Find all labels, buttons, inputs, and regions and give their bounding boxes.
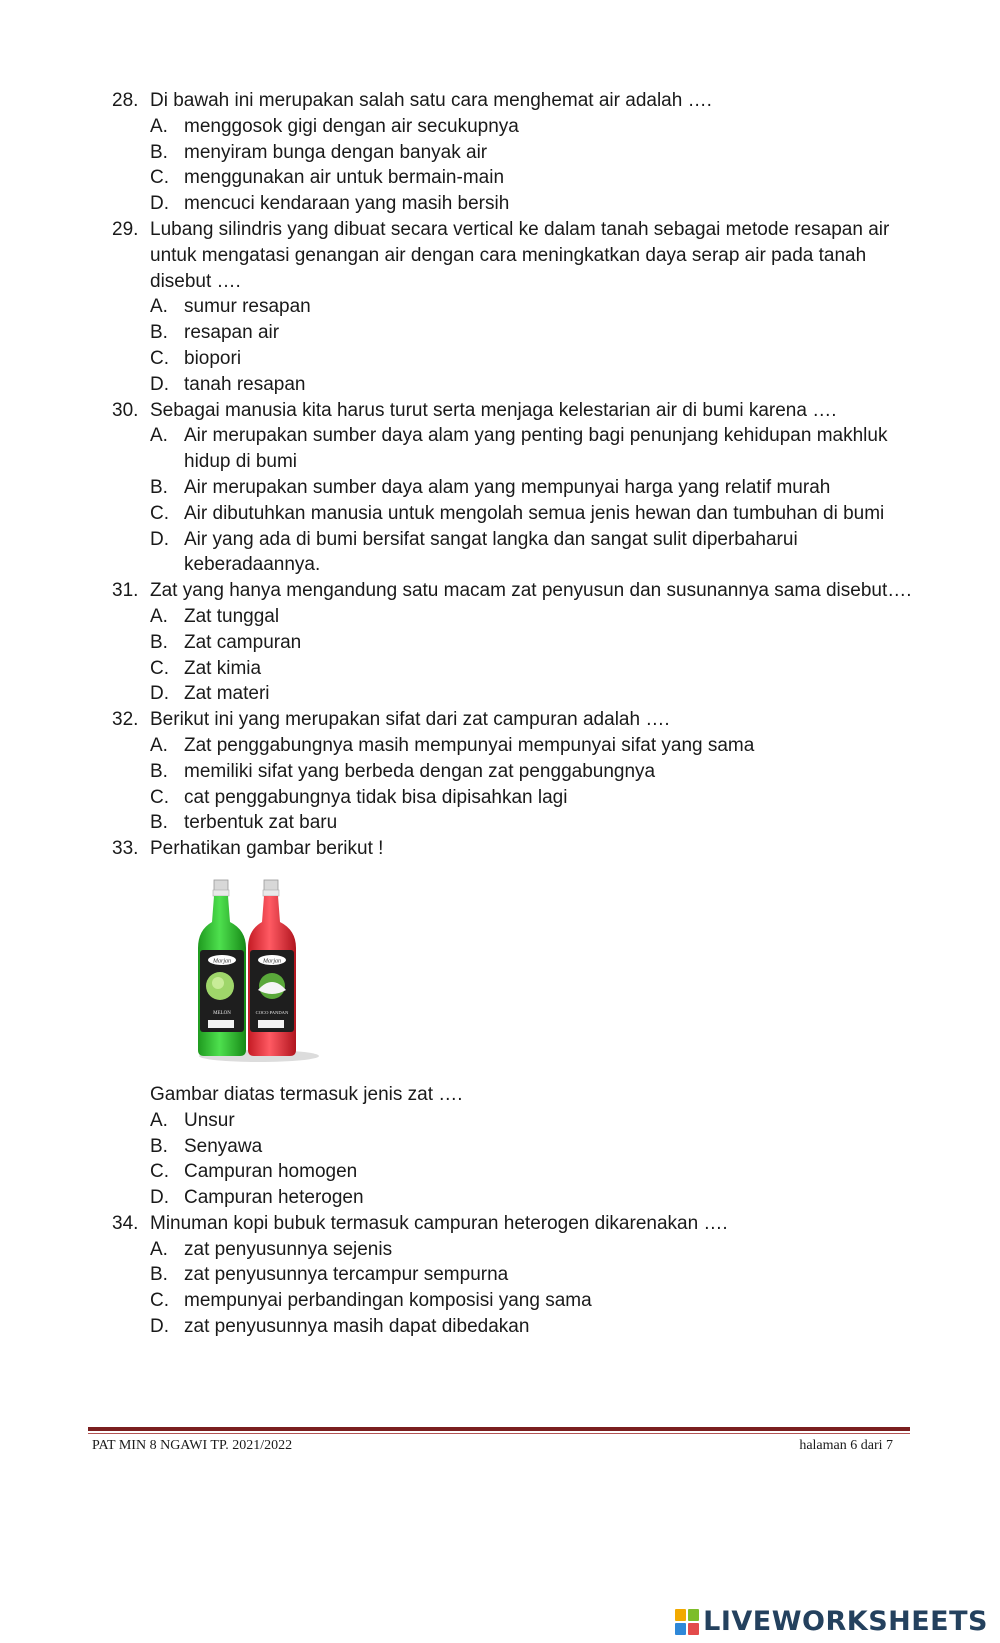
option-letter: A. [150,1109,168,1131]
green-bottle [198,880,246,1056]
option-letter: B. [150,760,168,782]
option-d[interactable] [150,191,912,217]
footer-school: PAT MIN 8 NGAWI TP. 2021/2022 [92,1438,293,1453]
option-c[interactable] [150,1159,912,1185]
option-d[interactable] [150,527,912,579]
question-text: Di bawah ini merupakan salah satu cara menghemat air adalah …. [150,90,712,111]
option-text: zat penyusunnya tercampur sempurna [184,1264,509,1286]
option-b[interactable] [150,1262,912,1288]
option-b[interactable] [150,1134,912,1160]
option-letter: B. [150,141,168,163]
footer-rule [88,1427,910,1431]
bottles-illustration [194,878,324,1068]
question-28 [112,88,912,217]
option-list [150,604,912,707]
option-c[interactable] [150,346,912,372]
question-text: Sebagai manusia kita harus turut serta menjaga kelestarian air di bumi karena …. [150,399,837,421]
option-text: mencuci kendaraan yang masih bersih [184,193,510,215]
option-letter: B. [150,1135,168,1157]
option-c[interactable] [150,785,912,811]
question-32 [112,707,912,836]
liveworksheets-logo-icon [675,1609,699,1635]
footer-page-number: halaman 6 dari 7 [799,1438,893,1453]
figure-caption: Gambar diatas termasuk jenis zat …. [150,1083,463,1105]
option-text: Zat penggabungnya masih mempunyai mempunyai sifat yang sama [184,734,755,756]
brand-name: LIVEWORKSHEETS [703,1606,988,1637]
syrup-bottles-image [194,878,324,1068]
option-text: Campuran homogen [184,1161,358,1183]
option-letter: D. [150,1316,169,1338]
option-letter: A. [150,296,168,318]
option-text: Campuran heterogen [184,1187,364,1209]
option-d[interactable] [150,681,912,707]
option-d[interactable] [150,1314,912,1340]
question-number: 29. [112,218,139,240]
option-text: tanah resapan [184,373,306,395]
option-text: menggosok gigi dengan air secukupnya [184,115,519,137]
option-letter: C. [150,502,169,524]
option-text: biopori [184,347,242,369]
option-text: Zat kimia [184,657,262,679]
option-c[interactable] [150,501,912,527]
question-number: 30. [112,399,139,421]
option-letter: C. [150,657,169,679]
option-text: Senyawa [184,1135,263,1157]
option-list [150,1108,912,1211]
option-text: Zat materi [184,683,270,705]
question-number: 28. [112,90,139,111]
option-a[interactable] [150,733,912,759]
question-list [112,88,912,1340]
question-text: Lubang silindris yang dibuat secara vertical ke dalam tanah sebagai metode resapan air untuk mengatasi genangan air dengan cara meningkatkan daya serap air pada tanah disebut …. [150,218,890,292]
question-number: 31. [112,580,139,602]
question-text: Zat yang hanya mengandung satu macam zat penyusun dan susunannya sama disebut…. [150,580,912,602]
question-text: Berikut ini yang merupakan sifat dari zat campuran adalah …. [150,709,670,731]
option-list [150,733,912,836]
question-34 [112,1211,912,1340]
option-letter: A. [150,425,168,447]
option-text: terbentuk zat baru [184,812,338,834]
option-letter: A. [150,605,168,627]
option-b[interactable] [150,759,912,785]
option-c[interactable] [150,165,912,191]
question-number: 33. [112,838,139,860]
option-d[interactable] [150,372,912,398]
option-letter: D. [150,683,169,705]
option-a[interactable] [150,1237,912,1263]
question-text: Perhatikan gambar berikut ! [150,838,384,860]
option-letter: B. [150,322,168,344]
option-c[interactable] [150,1288,912,1314]
footer-rule-thin [88,1433,910,1434]
option-a[interactable] [150,1108,912,1134]
question-number: 32. [112,709,139,731]
option-b[interactable] [150,140,912,166]
option-b-second[interactable] [150,810,912,836]
question-31 [112,578,912,707]
option-b[interactable] [150,630,912,656]
green-bottle-flavor: MELON [213,1010,231,1016]
option-letter: B. [150,476,168,498]
option-text: sumur resapan [184,296,311,318]
red-bottle-brand: Marjan [263,958,281,965]
option-b[interactable] [150,320,912,346]
option-list [150,1237,912,1340]
option-text: Air yang ada di bumi bersifat sangat langka dan sangat sulit diperbaharui keberadaannya. [184,528,798,576]
option-list [150,114,912,217]
option-letter: B. [150,631,168,653]
option-text: zat penyusunnya masih dapat dibedakan [184,1316,530,1338]
option-text: menyiram bunga dengan banyak air [184,141,488,163]
option-letter: A. [150,734,168,756]
option-letter: D. [150,373,169,395]
option-letter: D. [150,193,169,215]
option-letter: C. [150,1161,169,1183]
option-a[interactable] [150,604,912,630]
option-text: resapan air [184,322,280,344]
option-text: mempunyai perbandingan komposisi yang sama [184,1290,592,1312]
question-number: 34. [112,1212,139,1234]
option-letter: C. [150,347,169,369]
option-a[interactable] [150,423,912,475]
question-29 [112,217,912,398]
option-letter: D. [150,528,169,550]
option-letter: A. [150,1238,168,1260]
option-a[interactable] [150,114,912,140]
option-text: zat penyusunnya sejenis [184,1238,393,1260]
option-letter: C. [150,167,169,189]
option-list [150,423,912,578]
option-text: memiliki sifat yang berbeda dengan zat penggabungnya [184,760,656,782]
option-text: Air dibutuhkan manusia untuk mengolah semua jenis hewan dan tumbuhan di bumi [184,502,885,524]
question-30 [112,398,912,579]
option-list [150,294,912,397]
option-letter: C. [150,1290,169,1312]
option-d[interactable] [150,1185,912,1211]
question-text: Minuman kopi bubuk termasuk campuran heterogen dikarenakan …. [150,1212,728,1234]
option-text: Air merupakan sumber daya alam yang penting bagi penunjang kehidupan makhluk hidup di bumi [184,425,888,473]
option-text: menggunakan air untuk bermain-main [184,167,505,189]
option-text: Zat tunggal [184,605,280,627]
option-letter: C. [150,786,169,808]
option-a[interactable] [150,294,912,320]
option-letter: B. [150,1264,168,1286]
option-letter: B. [150,812,168,834]
option-c[interactable] [150,656,912,682]
option-text: Unsur [184,1109,235,1131]
green-bottle-brand: Marjan [213,958,231,965]
option-text: Zat campuran [184,631,302,653]
question-33 [112,836,912,1211]
option-b[interactable] [150,475,912,501]
option-letter: A. [150,115,168,137]
red-bottle-flavor: COCO PANDAN [255,1009,289,1015]
option-letter: D. [150,1187,169,1209]
red-bottle [248,880,296,1056]
liveworksheets-brand[interactable] [675,1606,988,1637]
option-text: cat penggabungnya tidak bisa dipisahkan lagi [184,786,568,808]
option-text: Air merupakan sumber daya alam yang mempunyai harga yang relatif murah [184,476,831,498]
